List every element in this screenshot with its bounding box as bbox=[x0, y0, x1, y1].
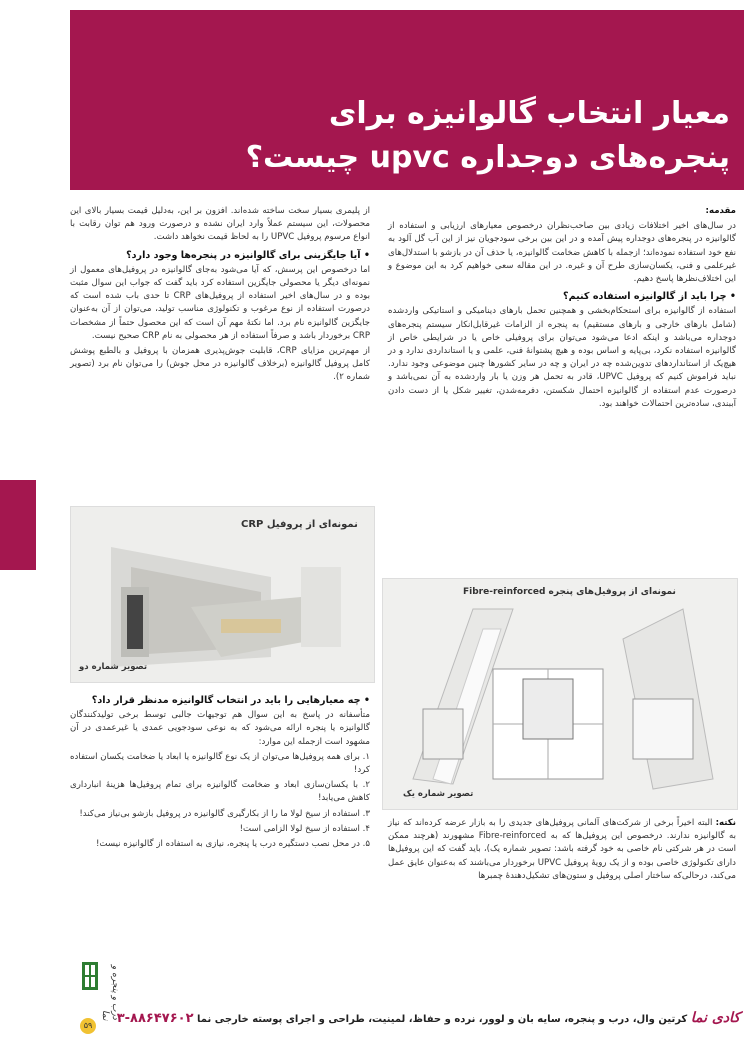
left-top-text: از پلیمری بسیار سخت ساخته شده‌اند. افزون بر این، به‌دلیل قیمت بسیار بالای این محصولات، این سیستم عملاً وارد ایران نشده و درصورت ورود هم توان رقابت با انواع مرسوم پروفیل UPVC را به لحاظ قیمت نخواهد داشت. bbox=[70, 206, 370, 243]
fibre-photo-caption: نمونه‌ای از پروفیل‌های پنجره Fibre-reinforced bbox=[463, 587, 676, 597]
logo-text: درب و پنجره و نما bbox=[100, 965, 120, 1020]
list-item: ۱. برای همه پروفیل‌ها می‌توان از یک نوع گالوانیزه یا ابعاد یا ضخامت یکسان استفاده کرد! bbox=[70, 751, 370, 776]
fibre-profile-illustration bbox=[383, 579, 737, 809]
crp-text-1: اما درخصوص این پرسش، که آیا می‌شود به‌جای گالوانیزه در پروفیل‌های معمول از نمونه‌ای دیگر یا محصولی جایگزین استفاده کرد باید گفت که جواب این سوال مثبت بوده و در سال‌های اخیر استفاده از پروفیل‌های CRP تا حدی باب شده است که درصورت استفاده از نوع مرغوب و تکنولوژی مناسب تولید، می‌توان از آن به‌عنوان جایگزین گالوانیزه نام برد. اما نکتهٔ مهم آن است که این محصول حتماً از مشخصات CRP برخوردار باشد و صرفاً استفاده از هر محصولی به نام CRP صحیح نیست. bbox=[70, 264, 371, 341]
list-item: ۲. با یکسان‌سازی ابعاد و ضخامت گالوانیزه برای تمام پروفیل‌ها هزینهٔ انبارداری کاهش می‌یابد! bbox=[70, 780, 370, 804]
crp-text-2: از مهم‌ترین مزایای CRP، قابلیت جوش‌پذیری همزمان با پروفیل و بالطبع پوشش کامل پروفیل گالوانیزه (برخلاف گالوانیزه در محل جوش) را می‌توان نام برد (تصویر شماره ۲). bbox=[70, 346, 370, 383]
side-tab bbox=[0, 480, 36, 570]
crp-photo-number: تصویر شماره دو bbox=[79, 662, 148, 672]
note-label: نکته: bbox=[715, 818, 736, 828]
list-item: ۴. استفاده از سیخ لولا الزامی است! bbox=[239, 823, 370, 834]
intro-label: مقدمه: bbox=[705, 206, 736, 216]
page-title bbox=[80, 92, 730, 180]
fibre-photo-number: تصویر شماره یک bbox=[403, 789, 474, 799]
title-line-2: پنجره‌های دوجداره upvc چیست؟ bbox=[245, 140, 730, 175]
left-column bbox=[70, 205, 370, 387]
crp-profile-illustration bbox=[71, 507, 374, 682]
footer-phone: ۸۸۶۴۷۶۰۲-۳ bbox=[116, 1011, 194, 1026]
fibre-profile-photo bbox=[382, 578, 738, 810]
note-text: البته اخیراً برخی از شرکت‌های آلمانی پروفیل‌های جدیدی را به بازار عرضه کرده‌اند که نیاز به گالوانیزه ندارند. درخصوص این پروفیل‌ها که به Fibre-reinforced مشهورند (هرچند ممکن است در هر شرکتی نام خاصی به خود گرفته باشد: تصویر شماره یک)، باید گفت که این پروفیل‌ها دارای تکنولوژی خاصی بوده و از یک رویهٔ پروفیل UPVC برخوردار می‌باشند که به‌عنوان عایق عمل می‌کند، درحالی‌که ساختار اصلی پروفیل و ستون‌های تشکیل‌دهندهٔ چمبرها bbox=[388, 818, 736, 881]
crp-photo-caption: نمونه‌ای از پروفیل CRP bbox=[241, 519, 358, 530]
magazine-logo bbox=[80, 960, 100, 1016]
why-text: استفاده از گالوانیزه برای استحکام‌بخشی و همچنین تحمل بارهای دینامیکی و استاتیکی واردشده (شامل بارهای خارجی و بارهای مستقیم) به پنجره از الزامات غیرقابل‌انکار سیستم پنجره‌های دوجداره می‌باشد و اینکه ادعا می‌شود می‌توان برای پروفیلی خاص یا در شرایطی خاص از گالوانیزه استفاده نکرد، بی‌پایه و اساس بوده و هیچ پشتوانهٔ فنی، علمی و یا استانداردی ندارد و در هیچ‌یک از استانداردهای تدوین‌شده چه در ایران و چه در سایر کشورها چنین موضوعی وجود ندارد. نباید فراموش کنیم که پروفیل UPVC، قادر به تحمل هر وزن یا بار واردشده به آن نمی‌باشد و درصورت عدم استفاده از گالوانیزه احتمال شکستن، دفرمه‌شدن، تغییر شکل یا از دست دادن آببندی، ساده‌ترین احتمالات خواهند بود. bbox=[388, 306, 736, 409]
page-number: ۵۹ bbox=[80, 1018, 96, 1034]
crp-profile-photo bbox=[70, 506, 375, 683]
footer-brand: کادی نما bbox=[690, 1010, 740, 1026]
footer-services: کرتین وال، درب و پنجره، سایه بان و لوور، نرده و حفاظ، لمینیت، طراحی و اجرای پوسته خارجی نما bbox=[197, 1014, 688, 1025]
title-line-1: معیار انتخاب گالوانیزه برای bbox=[328, 96, 730, 131]
list-item: ۵. در محل نصب دستگیره درب یا پنجره، نیازی به استفاده از گالوانیزه نیست! bbox=[95, 839, 370, 850]
crp-heading: • آیا جایگزینی برای گالوانیزه در پنجره‌ها وجود دارد؟ bbox=[126, 249, 370, 261]
criteria-text: متأسفانه در پاسخ به این سوال هم توجیهات جالبی توسط برخی تولیدکنندگان گالوانیزه یا پنجره ارائه می‌شود که به نوعی سودجویی عمدی یا غیرعمدی در آن مشهود است ازجمله این موارد: bbox=[70, 710, 370, 747]
intro-paragraph bbox=[388, 205, 736, 218]
window-logo-icon bbox=[80, 960, 100, 1016]
intro-text: در سال‌های اخیر اختلافات زیادی بین صاحب‌نظران درخصوص معیارهای ارزیابی و استفاده از گالوانیزه در پنجره‌های دوجداره پیش آمده و در این بین برخی سودجویان نیز از این آب گل آلود به نفع خود استفاده نموده‌اند؛ ازجمله با کاهش ضخامت گالوانیزه، یا حذف آن در بازشو با استدلال‌های غیرعلمی و فنی، یکسان‌سازی طرح آن و غیره. در این مقاله سعی خواهیم کرد به این موضوع و این اختلاف‌نظرها پاسخ دهیم. bbox=[388, 221, 736, 285]
criteria-heading: • چه معیارهایی را باید در انتخاب گالوانیزه مدنظر قرار داد؟ bbox=[91, 695, 370, 706]
criteria-list bbox=[70, 751, 370, 851]
list-item: ۳. استفاده از سیخ لولا ما را از بکارگیری گالوانیزه در پروفیل بازشو بی‌نیاز می‌کند! bbox=[79, 808, 370, 819]
right-column bbox=[388, 205, 736, 413]
note-paragraph bbox=[388, 817, 736, 883]
footer-ad bbox=[116, 1010, 740, 1032]
criteria-section bbox=[70, 690, 370, 853]
why-heading: • چرا باید از گالوانیزه استفاده کنیم؟ bbox=[563, 291, 736, 303]
note-section bbox=[388, 817, 736, 885]
